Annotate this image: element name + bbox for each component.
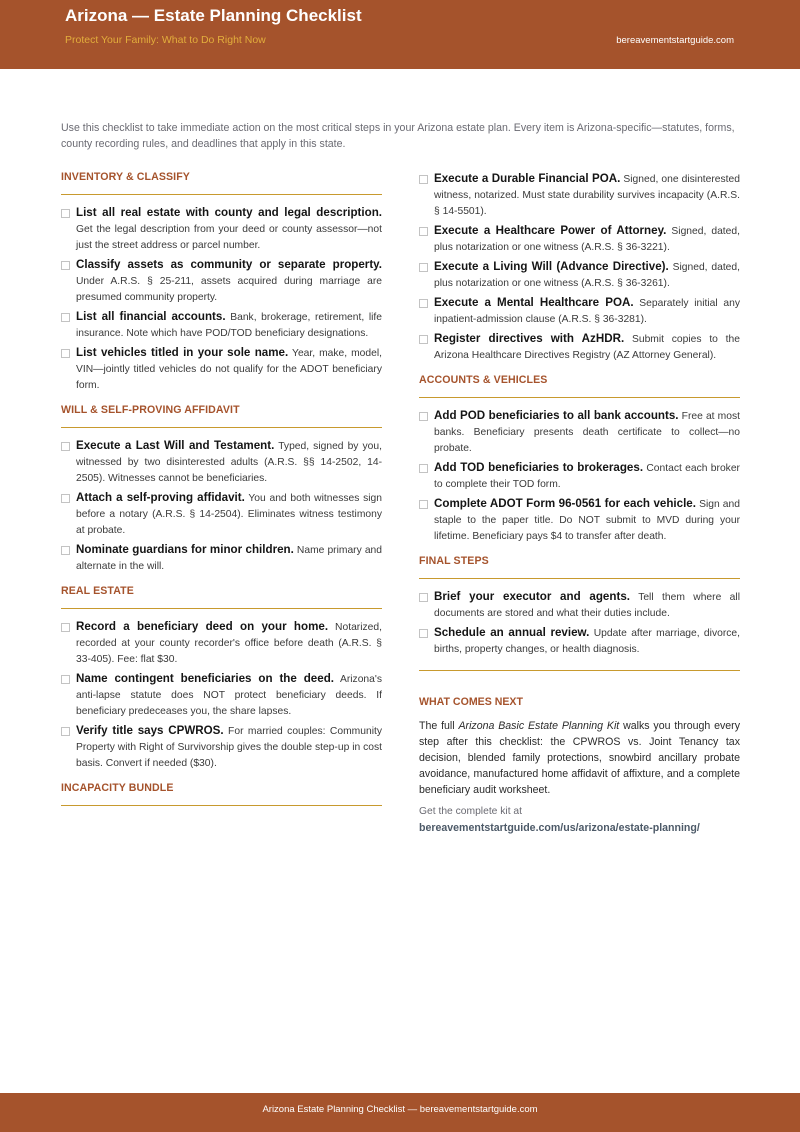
item-text: Get the legal description from your deed or county assessor—not just the street address or parcel number. bbox=[76, 224, 382, 251]
item-lead: Brief your executor and agents. bbox=[434, 590, 630, 603]
item-lead: Name contingent beneficiaries on the deed. bbox=[76, 672, 334, 685]
checklist-item bbox=[419, 589, 740, 622]
section-divider bbox=[419, 578, 740, 579]
checklist-item bbox=[419, 259, 740, 292]
checkbox-icon[interactable] bbox=[419, 464, 428, 473]
section-title-final: FINAL STEPS bbox=[419, 555, 489, 567]
left-column bbox=[61, 171, 382, 816]
checklist-item bbox=[61, 619, 382, 668]
checkbox-icon[interactable] bbox=[61, 349, 70, 358]
section-divider bbox=[61, 608, 382, 609]
item-lead: Execute a Living Will (Advance Directive). bbox=[434, 260, 669, 273]
checkbox-icon[interactable] bbox=[61, 546, 70, 555]
section-title-accounts: ACCOUNTS & VEHICLES bbox=[419, 374, 548, 386]
item-text: Bank, brokerage, retirement, life insurance. Note which have POD/TOD beneficiary designations. bbox=[76, 312, 382, 339]
next-body-pre: The full bbox=[419, 720, 459, 732]
item-lead: Verify title says CPWROS. bbox=[76, 724, 224, 737]
section-divider bbox=[61, 427, 382, 428]
checklist-item bbox=[61, 490, 382, 539]
item-lead: List all real estate with county and legal description. bbox=[76, 206, 382, 219]
item-text: Sign and staple to the paper title. Do NOT submit to MVD during your lifetime. Beneficiary pays $4 to transfer after death. bbox=[434, 499, 740, 542]
checkbox-icon[interactable] bbox=[61, 261, 70, 270]
checklist-item bbox=[61, 671, 382, 720]
item-text: Signed, dated, plus notarization or one witness (A.R.S. § 36-3261). bbox=[434, 262, 740, 289]
item-lead: Execute a Mental Healthcare POA. bbox=[434, 296, 634, 309]
section-divider bbox=[61, 194, 382, 195]
checklist-item bbox=[61, 309, 382, 342]
checkbox-icon[interactable] bbox=[419, 593, 428, 602]
checklist-item bbox=[61, 257, 382, 306]
kit-link[interactable]: bereavementstartguide.com/us/arizona/estate-planning/ bbox=[419, 822, 700, 834]
section-title-will: WILL & SELF-PROVING AFFIDAVIT bbox=[61, 404, 240, 416]
item-text: Submit copies to the Arizona Healthcare Directives Registry (AZ Attorney General). bbox=[434, 334, 740, 361]
item-text: Signed, dated, plus notarization or one witness (A.R.S. § 36-3221). bbox=[434, 226, 740, 253]
checklist-item bbox=[61, 723, 382, 772]
checklist-item bbox=[419, 223, 740, 256]
checkbox-icon[interactable] bbox=[61, 442, 70, 451]
section-divider bbox=[419, 670, 740, 671]
item-lead: Record a beneficiary deed on your home. bbox=[76, 620, 329, 633]
checklist-item bbox=[61, 205, 382, 254]
item-lead: Execute a Healthcare Power of Attorney. bbox=[434, 224, 667, 237]
checklist-item bbox=[419, 460, 740, 493]
item-text: Update after marriage, divorce, births, property changes, or health diagnosis. bbox=[434, 628, 740, 655]
checkbox-icon[interactable] bbox=[419, 412, 428, 421]
checkbox-icon[interactable] bbox=[419, 227, 428, 236]
item-lead: Complete ADOT Form 96-0561 for each vehicle. bbox=[434, 497, 696, 510]
page-header bbox=[0, 0, 800, 69]
checkbox-icon[interactable] bbox=[61, 494, 70, 503]
checklist-item bbox=[61, 345, 382, 394]
item-text: Tell them where all documents are stored and what their duties include. bbox=[434, 592, 740, 619]
item-lead: Schedule an annual review. bbox=[434, 626, 590, 639]
checkbox-icon[interactable] bbox=[419, 629, 428, 638]
item-lead: Nominate guardians for minor children. bbox=[76, 543, 294, 556]
item-text: Year, make, model, VIN—jointly titled vehicles do not qualify for the ADOT beneficiary form. bbox=[76, 348, 383, 391]
item-lead: Attach a self-proving affidavit. bbox=[76, 491, 245, 504]
checklist-item bbox=[61, 542, 382, 575]
item-lead: Register directives with AzHDR. bbox=[434, 332, 625, 345]
section-title-next: WHAT COMES NEXT bbox=[419, 696, 523, 708]
next-paragraph bbox=[419, 718, 740, 798]
checkbox-icon[interactable] bbox=[61, 675, 70, 684]
item-text: Separately initial any inpatient-admission clause (A.R.S. § 36-3281). bbox=[434, 298, 740, 325]
footer-text: Arizona Estate Planning Checklist — bereavementstartguide.com bbox=[262, 1104, 538, 1115]
section-divider bbox=[61, 805, 382, 806]
item-lead: List all financial accounts. bbox=[76, 310, 226, 323]
kit-name: Arizona Basic Estate Planning Kit bbox=[458, 720, 620, 732]
next-body-post: walks you through every step after this checklist: the CPWROS vs. Joint Tenancy tax decision, blended family protections, snowbird ancillary probate avoidance, manufactured home affidavit of affixture, and a complete beneficiary audit worksheet. bbox=[419, 720, 740, 796]
checklist-item bbox=[419, 331, 740, 364]
item-text: Under A.R.S. § 25-211, assets acquired during marriage are presumed community property. bbox=[76, 276, 382, 303]
checkbox-icon[interactable] bbox=[419, 175, 428, 184]
checkbox-icon[interactable] bbox=[419, 335, 428, 344]
item-lead: Execute a Last Will and Testament. bbox=[76, 439, 275, 452]
item-lead: Classify assets as community or separate property. bbox=[76, 258, 382, 271]
item-text: Arizona's anti-lapse statute does NOT protect beneficiary deeds. If beneficiary predeceases you, the share lapses. bbox=[76, 674, 382, 717]
right-column bbox=[419, 171, 740, 836]
item-lead: Add POD beneficiaries to all bank accounts. bbox=[434, 409, 679, 422]
checkbox-icon[interactable] bbox=[61, 313, 70, 322]
checkbox-icon[interactable] bbox=[61, 623, 70, 632]
checklist-item bbox=[419, 496, 740, 545]
checkbox-icon[interactable] bbox=[419, 263, 428, 272]
checklist-item bbox=[419, 408, 740, 457]
checkbox-icon[interactable] bbox=[419, 299, 428, 308]
checklist-item bbox=[419, 295, 740, 328]
item-lead: Execute a Durable Financial POA. bbox=[434, 172, 621, 185]
item-text: You and both witnesses sign before a notary (A.R.S. § 14-2504). Eliminates witness testimony at probate. bbox=[76, 493, 382, 536]
header-site-link[interactable]: bereavementstartguide.com bbox=[616, 35, 734, 46]
item-text: Typed, signed by you, witnessed by two disinterested adults (A.R.S. §§ 14-2502, 14-2505). Witnesses cannot be beneficiaries. bbox=[76, 441, 382, 484]
page-footer bbox=[0, 1093, 800, 1132]
checklist-item bbox=[419, 171, 740, 220]
page-subtitle: Protect Your Family: What to Do Right Now bbox=[65, 34, 266, 46]
intro-paragraph: Use this checklist to take immediate action on the most critical steps in your Arizona estate plan. Every item is Arizona-specific—statutes, forms, county recording rules, and deadlines that apply in this state. bbox=[61, 122, 735, 150]
item-text: Signed, one disinterested witness, notarized. Must state durability survives incapacity (A.R.S. § 14-5501). bbox=[434, 174, 740, 217]
page-title: Arizona — Estate Planning Checklist bbox=[65, 6, 362, 25]
section-title-real-estate: REAL ESTATE bbox=[61, 585, 134, 597]
section-title-incapacity: INCAPACITY BUNDLE bbox=[61, 782, 174, 794]
checklist-item bbox=[61, 438, 382, 487]
section-divider bbox=[419, 397, 740, 398]
checkbox-icon[interactable] bbox=[61, 727, 70, 736]
section-title-inventory: INVENTORY & CLASSIFY bbox=[61, 171, 190, 183]
item-text: Notarized, recorded at your county recorder's office before death (A.R.S. § 33-405). Fee: flat $30. bbox=[76, 622, 382, 665]
item-text: For married couples: Community Property with Right of Survivorship gives the double step-up in cost basis. Convert if needed ($30). bbox=[76, 726, 382, 769]
item-lead: List vehicles titled in your sole name. bbox=[76, 346, 289, 359]
item-lead: Add TOD beneficiaries to brokerages. bbox=[434, 461, 644, 474]
item-text: Contact each broker to complete their TOD form. bbox=[434, 463, 740, 490]
checkbox-icon[interactable] bbox=[419, 500, 428, 509]
checklist-item bbox=[419, 625, 740, 658]
item-text: Name primary and alternate in the will. bbox=[76, 545, 382, 572]
next-link-label: Get the complete kit at bbox=[419, 806, 523, 817]
item-text: Free at most banks. Beneficiary presents death certificate to collect—no probate. bbox=[434, 411, 740, 454]
checkbox-icon[interactable] bbox=[61, 209, 70, 218]
